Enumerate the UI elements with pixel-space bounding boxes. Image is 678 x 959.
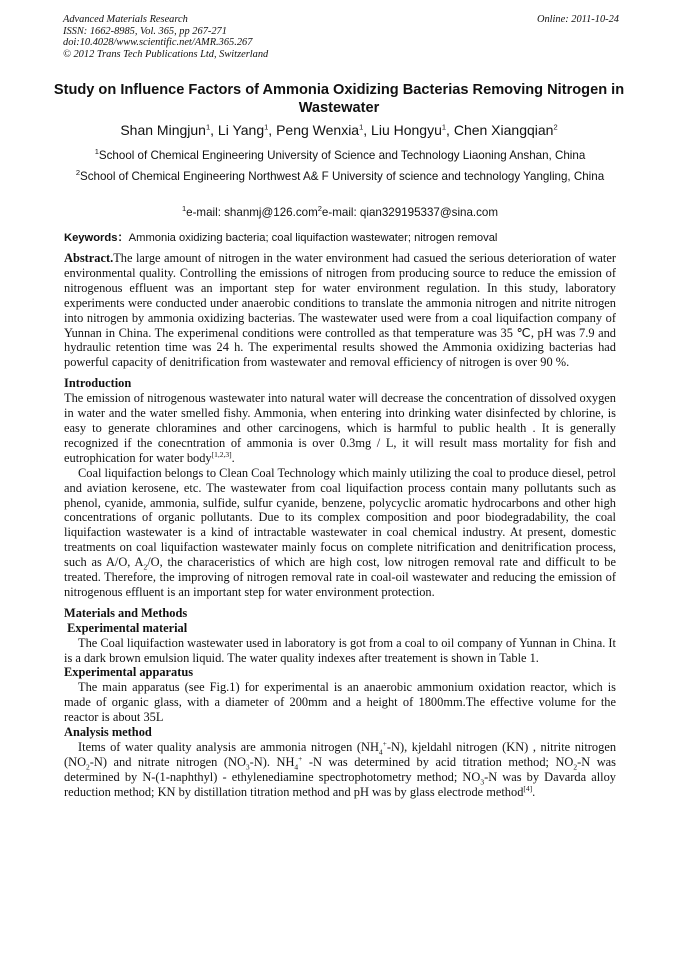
paragraph: The main apparatus (see Fig.1) for experimental is an anaerobic ammonium oxidation reactor, which is made of organic glass, with a diameter of 200mm and a height of 1800mm.The effective volume for the reactor is about 35L <box>64 680 616 725</box>
subsection-heading: Analysis method <box>64 725 152 740</box>
author-name: Peng Wenxia <box>276 122 360 138</box>
affiliation-1: $^1$School of Chemical Engineering University of Science and Technology Liaoning Anshan, China <box>94 147 586 162</box>
abstract-text: The large amount of nitrogen in the water environment had casued the serious deterioration of water environmental quality. Controlling the emissions of nitrogen from producing source to reduce the emission of nitrogenous effluent was an important step for water environment regulation. In this study, laboratory experiments were conducted under anaerobic conditions to translate the ammonia nitrogen and nitrite nitrogen into nitrogen by ammonia oxidizing bacterias. The wastewater used were from a coal liquifaction company of Yunnan in China. The experimenal conditions were controlled as that temperature was 35 ℃, pH was 7.9 and hydraulic retention time was 24 h. The experimental results showed the Ammonia oxidizing bacterias had powerful capacity of denitrification from wastewater and removal efficiency of nitrogen is over 90 %. <box>64 251 616 370</box>
subsection-heading: Experimental material <box>67 620 188 635</box>
paper-title: Study on Influence Factors of Ammonia Oxidizing Bacterias Removing Nitrogen in Wastewater <box>53 82 625 116</box>
section-heading: Introduction <box>64 376 132 391</box>
email-line: $^1$e-mail: shanmj@126.com$^2$e-mail: qian329195337@sina.com <box>181 204 499 219</box>
author-aff: 2 <box>553 122 558 132</box>
online-date: Online: 2011-10-24 <box>536 14 619 25</box>
issn-line: ISSN: 1662-8985, Vol. 365, pp 267-271 <box>63 25 227 37</box>
citation[interactable]: [4] <box>523 783 533 793</box>
keywords <box>64 231 616 245</box>
keywords-label: Keywords： <box>64 232 129 244</box>
paragraph: Coal liquifaction belongs to Clean Coal Technology which mainly utilizing the coal to produce diesel, petrol and aviation kerosene, etc. The wastewater from coal liquifaction process contain many pollutants such as phenol, cyanide, ammonia, sulfide, sulfur cyanide, benzene, polycyclic aromatic hydrocarbons and other high concentrations of organic pollutants. Due to its complex composition and poor biodegradability, the coal liquifaction wastewater is a kind of intractable wastewater in coal chemical industry. At present, domestic treatments on coal liquifaction wastewater mainly focus on complete nitrification and denitrification process, such as A/O, $A_2/O$, the characeristics of which are high cost, low nitrogen removal rate and difficult to be treated. Therefore, the improving of nitrogen removal rate in coal-oil wastewater and reducing the emission of nitrogenous effluent is an important step for water environment protection. <box>64 465 616 599</box>
journal-header <box>63 14 619 60</box>
author-name: Chen Xiangqian <box>453 122 554 138</box>
author-name: Shan Mingjun <box>120 122 206 138</box>
email-link-1[interactable]: e-mail: shanmj@126.com <box>186 206 318 219</box>
author-list: Shan Mingjun$^1$, Li Yang$^1$, Peng Wenxia$^1$, Liu Hongyu$^1$, Chen Xiangqian$^2$ <box>120 122 558 138</box>
journal-name: Advanced Materials Research <box>63 14 188 25</box>
section-heading: Materials and Methods <box>64 605 188 620</box>
abstract-label: Abstract. <box>64 251 114 265</box>
subsection-heading: Experimental apparatus <box>64 665 194 680</box>
citation[interactable]: [1,2,3] <box>211 449 232 459</box>
keywords-text: Ammonia oxidizing bacteria; coal liquifaction wastewater; nitrogen removal <box>128 232 498 244</box>
doi-line[interactable]: doi:10.4028/www.scientific.net/AMR.365.267 <box>63 37 253 48</box>
author-name: Li Yang <box>217 122 265 138</box>
paper-body <box>64 251 616 800</box>
author-aff: 1 <box>359 122 364 132</box>
abstract <box>64 251 616 370</box>
affiliation-2: $^2$School of Chemical Engineering Northwest A& F University of science and technology Yangling, China <box>75 168 605 183</box>
author-aff: 1 <box>205 122 211 132</box>
paragraph: Items of water quality analysis are ammonia nitrogen $(NH_4^+-N)$, kjeldahl nitrogen (KN) , nitrite nitrogen $(NO_2-N)$ and nitrate nitrogen $(NO_3-N)$. $NH_4^+$ -N was determined by acid titration method; $NO_2-N$ was determined by N-(1-naphthyl) - ethylenediamine spectrophotometry method; $NO_3-N$ was by Davarda alloy reduction method; KN by distillation titration method and pH was by glass electrode method[4]. <box>64 738 617 799</box>
paragraph: The emission of nitrogenous wastewater into natural water will decrease the concentration of dissolved oxygen in water and the water smelled fishy. Ammonia, when entering into drinking water disinfected by chlorine, is easy to generate chloramines and other carcinogens, which is harmful to public health . It is generally recognized if the conecntration of ammonia is over 0.3mg / L, it will result mass mortality for fish and eutrophication for water body[1,2,3]. <box>64 391 616 465</box>
email-link-2[interactable]: e-mail: qian329195337@sina.com <box>321 206 499 219</box>
author-name: Liu Hongyu <box>371 122 442 138</box>
author-aff: 1 <box>441 122 447 132</box>
paragraph: The Coal liquifaction wastewater used in laboratory is got from a coal to oil company of Yunnan in China. It is a dark brown emulsion liquid. The water quality indexes after treatement is shown in Table 1. <box>64 635 616 665</box>
copyright-line: © 2012 Trans Tech Publications Ltd, Switzerland <box>63 48 269 60</box>
author-aff: 1 <box>264 122 269 132</box>
